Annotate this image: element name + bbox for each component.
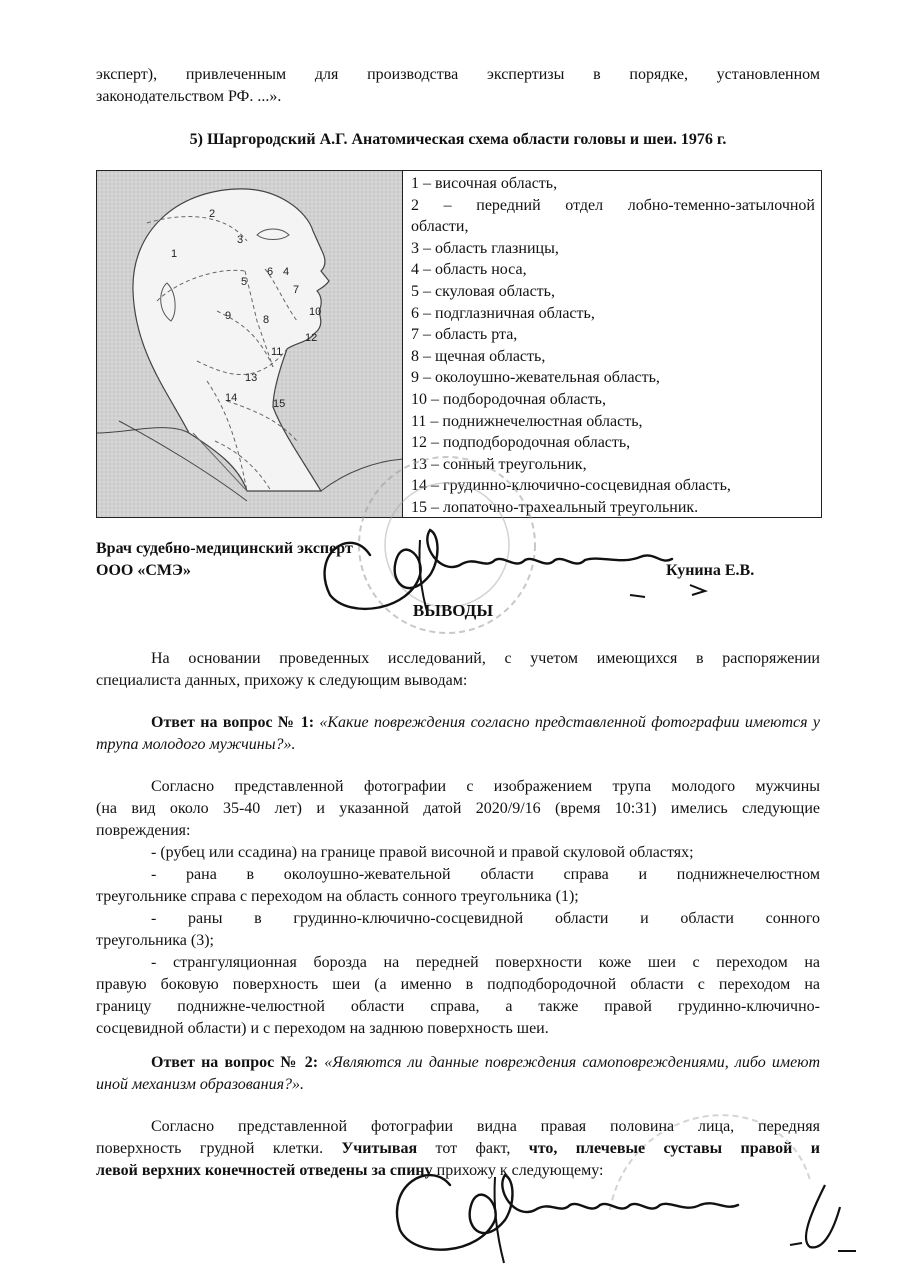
intro-line-2: законодательством РФ. ...».: [96, 88, 282, 105]
diagram-label-5: 5: [241, 276, 248, 288]
answer-1-line: Согласно представленной фотографии с изображением трупа молодого мужчины: [151, 778, 820, 795]
conclusions-intro: [96, 648, 820, 692]
diagram-label-2: 2: [209, 208, 216, 220]
answer-2-text: тот факт,: [435, 1140, 511, 1157]
diagram-label-14: 14: [225, 392, 238, 404]
legend-item: 2 – передний отдел лобно-теменно-затылочной: [411, 196, 815, 214]
legend-item: 6 – подглазничная область,: [411, 304, 595, 322]
legend-item: 3 – область глазницы,: [411, 239, 559, 257]
answer-1-line: треугольнике справа с переходом на область сонного треугольника (1);: [96, 888, 579, 905]
diagram-label-11: 11: [271, 346, 283, 358]
diagram-label-1: 1: [171, 248, 178, 260]
answer-1-line: - (рубец или ссадина) на границе правой височной и правой скуловой областях;: [151, 844, 694, 861]
answer-2-text: прихожу к следующему:: [436, 1162, 604, 1179]
legend-item: 8 – щечная область,: [411, 347, 546, 365]
legend-item: 11 – поднижнечелюстная область,: [411, 412, 643, 430]
legend-item: 1 – височная область,: [411, 175, 558, 192]
legend-item: 12 – подподбородочная область,: [411, 434, 631, 452]
answer-1-line: треугольника (3);: [96, 932, 214, 949]
question-1-label: Ответ на вопрос № 1:: [151, 714, 315, 731]
signer-name: Кунина Е.В.: [666, 562, 755, 579]
question-2-text: «Являются ли данные повреждения самоповреждениями, либо имеют иной механизм образования?».: [96, 1054, 821, 1093]
legend-item: 13 – сонный треугольник,: [411, 455, 587, 473]
question-2: [96, 1052, 820, 1096]
diagram-label-15: 15: [273, 398, 286, 410]
diagram-label-13: 13: [245, 372, 258, 384]
legend-item: 14 – грудинно-ключично-сосцевидная область,: [411, 477, 731, 495]
conclusions-intro-line-2: специалиста данных, прихожу к следующим выводам:: [96, 672, 468, 689]
answer-1-line: - рана в околоушно-жевательной области справа и поднижнечелюстном: [151, 866, 820, 883]
diagram-label-7: 7: [293, 284, 300, 296]
answer-1-line: - странгуляционная борозда на передней поверхности коже шеи с переходом на: [151, 954, 820, 971]
question-1-text: «Какие повреждения согласно представленной фотографии имеются у трупа молодого мужчины?».: [96, 714, 821, 753]
diagram-label-10: 10: [309, 306, 322, 318]
diagram-label-8: 8: [263, 314, 270, 326]
answer-1-line: правую боковую поверхность шеи (а именно в подподбородочной области с переходом на: [96, 976, 820, 993]
anatomy-figure: [97, 171, 403, 517]
legend-item: 10 – подбородочная область,: [411, 390, 606, 408]
question-2-label: Ответ на вопрос № 2:: [151, 1054, 319, 1071]
answer-2-line-1: Согласно представленной фотографии видна правая половина лица, передняя: [151, 1118, 820, 1135]
signer-organization: ООО «СМЭ»: [96, 562, 191, 579]
answer-1: [96, 776, 820, 1040]
answer-1-line: повреждения:: [96, 822, 191, 839]
figure-caption: 5) Шаргородский А.Г. Анатомическая схема области головы и шеи. 1976 г.: [189, 131, 727, 148]
answer-1-line: (на вид около 35-40 лет) и указанной датой 2020/9/16 (время 10:31) имелись следующие: [96, 800, 820, 817]
answer-2-emphasis: левой верхних конечностей отведены за спину: [96, 1162, 433, 1179]
answer-1-line: сосцевидной области) и с переходом на заднюю поверхность шеи.: [96, 1020, 549, 1037]
answer-1-line: - раны в грудинно-ключично-сосцевидной области и области сонного: [151, 910, 820, 927]
intro-paragraph: [96, 64, 820, 108]
answer-2: [96, 1116, 820, 1182]
signer-role: Врач судебно-медицинский эксперт: [96, 540, 353, 557]
diagram-label-4: 4: [283, 266, 290, 278]
answer-2-emphasis: что, плечевые суставы правой и: [528, 1140, 821, 1157]
diagram-label-3: 3: [237, 234, 244, 246]
conclusions-intro-line-1: На основании проведенных исследований, с учетом имеющихся в распоряжении: [151, 650, 820, 667]
legend-item: области,: [411, 218, 469, 236]
intro-line-1: эксперт), привлеченным для производства экспертизы в порядке, установленном: [96, 66, 820, 83]
answer-2-text: поверхность грудной клетки.: [96, 1140, 324, 1157]
answer-2-line-2: [96, 1138, 820, 1160]
legend-item: 15 – лопаточно-трахеальный треугольник.: [411, 498, 699, 516]
legend-item: 9 – околоушно-жевательная область,: [411, 369, 660, 387]
diagram-label-9: 9: [225, 310, 232, 322]
answer-2-emphasis: Учитывая: [341, 1140, 418, 1157]
question-1: [96, 712, 820, 756]
answer-1-line: границу поднижне-челюстной области справа, а также правой грудинно-ключично-: [96, 998, 820, 1015]
conclusions-heading: ВЫВОДЫ: [412, 601, 494, 620]
legend-item: 5 – скуловая область,: [411, 282, 555, 300]
answer-2-line-3: [96, 1160, 820, 1182]
figure-legend: [411, 173, 815, 519]
figure-table: [96, 170, 822, 518]
signature-block: [96, 538, 353, 582]
diagram-label-6: 6: [267, 266, 274, 278]
legend-item: 4 – область носа,: [411, 261, 527, 279]
head-neck-diagram: [97, 171, 403, 517]
diagram-label-12: 12: [305, 332, 318, 344]
legend-item: 7 – область рта,: [411, 326, 518, 344]
